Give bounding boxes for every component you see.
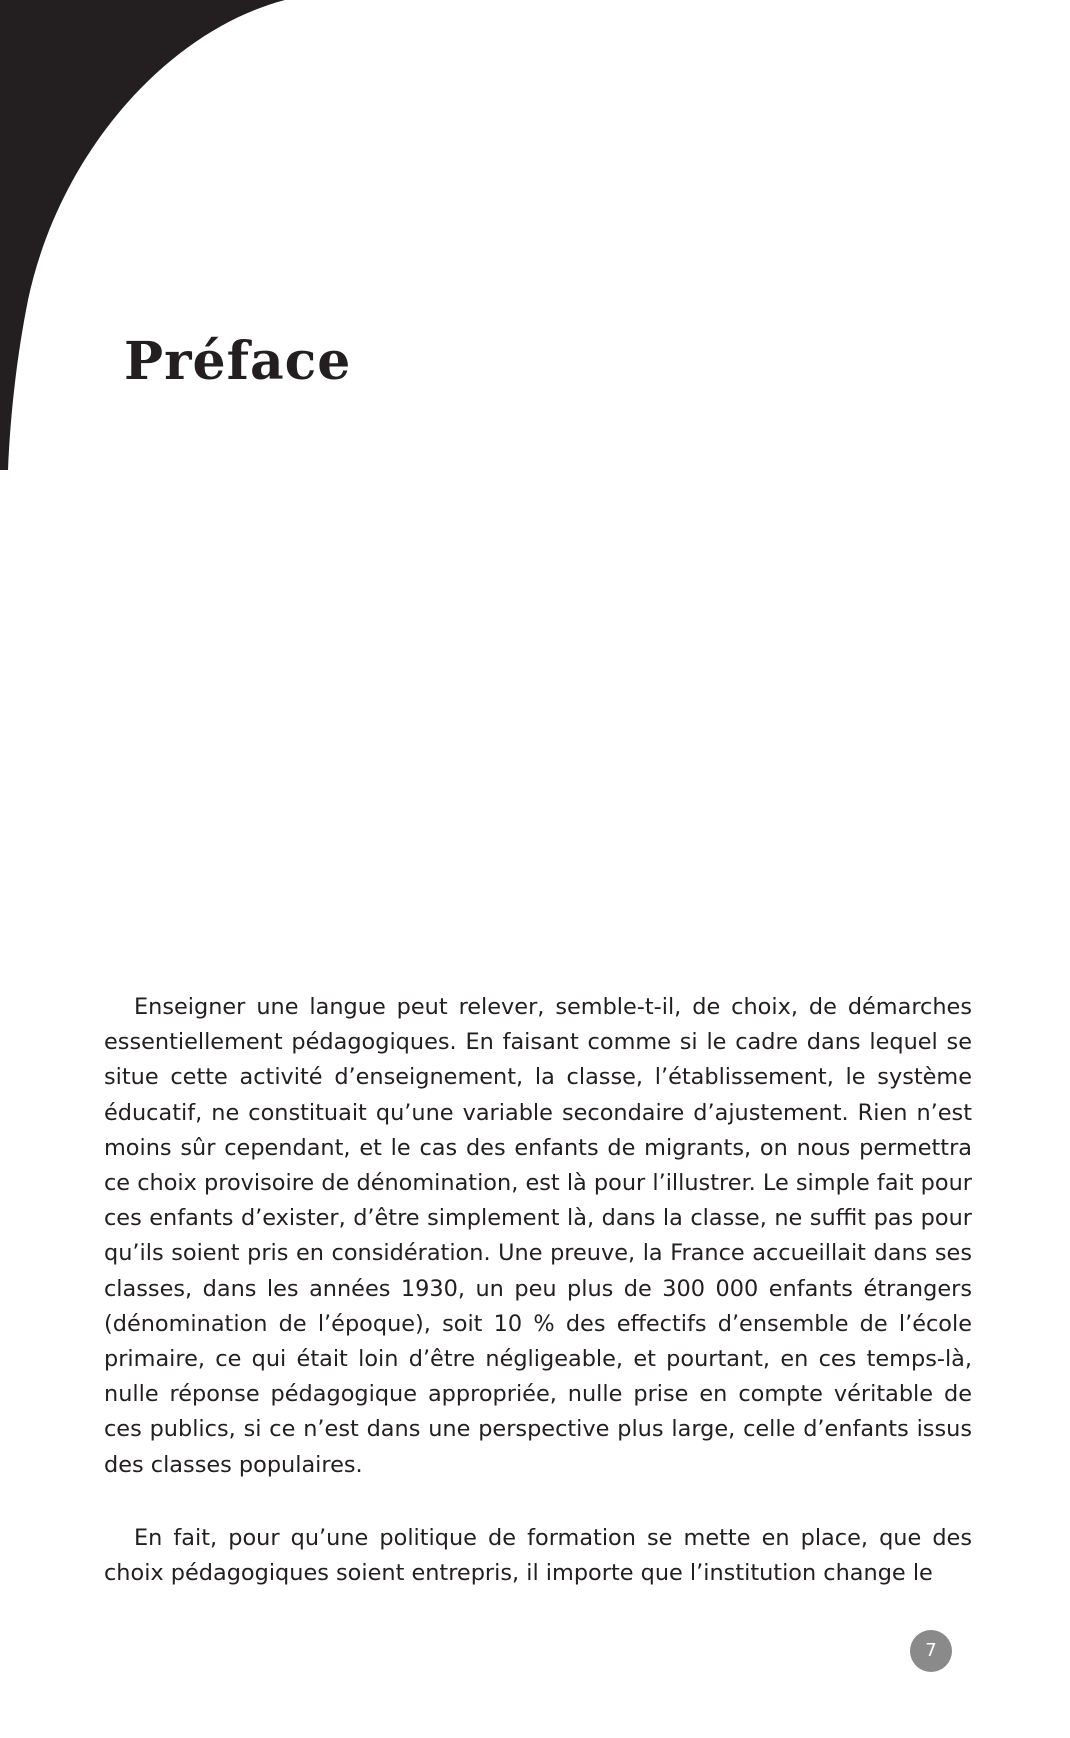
corner-decoration	[0, 0, 300, 480]
page-title: Préface	[124, 331, 352, 392]
paragraph: En fait, pour qu’une politique de formation se mette en place, que des choix pédagogiques soient entrepris, il importe que l’institution change le	[104, 1524, 972, 1587]
body-text	[104, 990, 972, 1591]
paragraph: Enseigner une langue peut relever, semble-t-il, de choix, de démarches essentiellement pédagogiques. En faisant comme si le cadre dans lequel se situe cette activité d’enseignement, la classe, l’établissement, le système éducatif, ne constituait qu’une variable secondaire d’ajustement. Rien n’est moins sûr cependant, et le cas des enfants de migrants, on nous permettra ce choix provisoire de dénomination, est là pour l’illustrer. Le simple fait pour ces enfants d’exister, d’être simplement là, dans la classe, ne suffit pas pour qu’ils soient pris en considération. Une preuve, la France accueillait dans ses classes, dans les années 1930, un peu plus de 300 000 enfants étrangers (dénomination de l’époque), soit 10 % des effectifs d’ensemble de l’école primaire, ce qui était loin d’être négligeable, et pourtant, en ces temps-là, nulle réponse pédagogique appropriée, nulle prise en compte véritable de ces publics, si ce n’est dans une perspective plus large, celle d’enfants issus des classes populaires.	[104, 994, 972, 1478]
page-number-badge: 7	[910, 1630, 952, 1672]
